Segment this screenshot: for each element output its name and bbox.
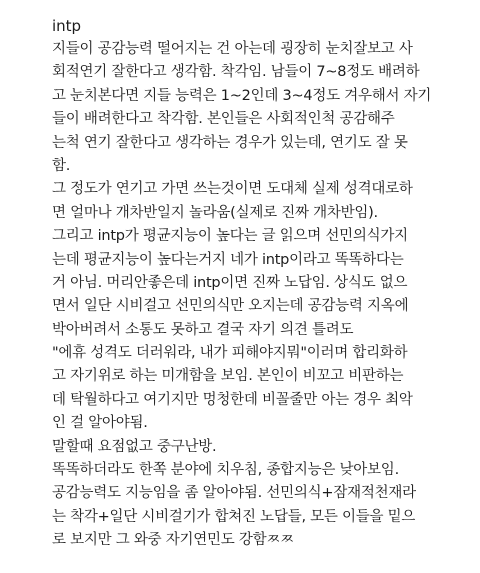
document-title: intp: [52, 17, 82, 35]
text-line: 함.: [52, 157, 71, 174]
text-line: 공감능력도 지능임을 좀 알아야됨. 선민의식+잠재적천재라: [52, 485, 416, 502]
text-line: 박아버려서 소통도 못하고 결국 자기 의견 틀려도: [52, 321, 354, 338]
text-line: 들이 배려한다고 착각함. 본인들은 사회적인척 공감해주: [52, 111, 395, 128]
text-line: 말할때 요점없고 중구난방.: [52, 438, 217, 455]
text-line: 는척 연기 잘한다고 생각하는 경우가 있는데, 연기도 잘 못: [52, 134, 408, 151]
text-line: 면 얼마나 개차반일지 놀라움(실제로 진짜 개차반임).: [52, 204, 378, 221]
text-line: 는데 평균지능이 높다는거지 네가 intp이라고 똑똑하다는: [52, 251, 404, 268]
text-line: 고 자기위로 하는 미개함을 보임. 본인이 비꼬고 비판하는: [52, 368, 404, 385]
text-line: 고 눈치본다면 지들 능력은 1~2인데 3~4정도 겨우해서 자기: [52, 87, 432, 104]
text-line: 데 탁월하다고 여기지만 멍청한데 비꼴줄만 아는 경우 최악: [52, 391, 413, 408]
text-line: 인 걸 알아야됨.: [52, 415, 148, 432]
text-line: 똑똑하더라도 한쪽 분야에 치우침, 종합지능은 낮아보임.: [52, 462, 399, 479]
text-line: 거 아님. 머리안좋은데 intp이면 진짜 노답임. 상식도 없으: [52, 274, 408, 291]
text-line: 회적연기 잘한다고 생각함. 착각임. 남들이 7~8정도 배려하: [52, 64, 420, 81]
text-line: 면서 일단 시비걸고 선민의식만 오지는데 공감능력 지옥에: [52, 298, 409, 315]
text-line: 그 정도가 연기고 가면 쓰는것이면 도대체 실제 성격대로하: [52, 181, 413, 198]
text-line: "에휴 성격도 더러워라, 내가 피해야지뭐"이러며 합리화하: [52, 345, 408, 362]
text-line: 지들이 공감능력 떨어지는 건 아는데 굉장히 눈치잘보고 사: [52, 41, 413, 57]
text-line: 로 보지만 그 와중 자기연민도 강함ㅉㅉ: [52, 532, 294, 549]
text-line: 는 착각+일단 시비걸기가 합쳐진 노답들, 모든 이들을 밑으: [52, 508, 416, 525]
text-line: 그리고 intp가 평균지능이 높다는 글 읽으며 선민의식가지: [52, 228, 408, 245]
